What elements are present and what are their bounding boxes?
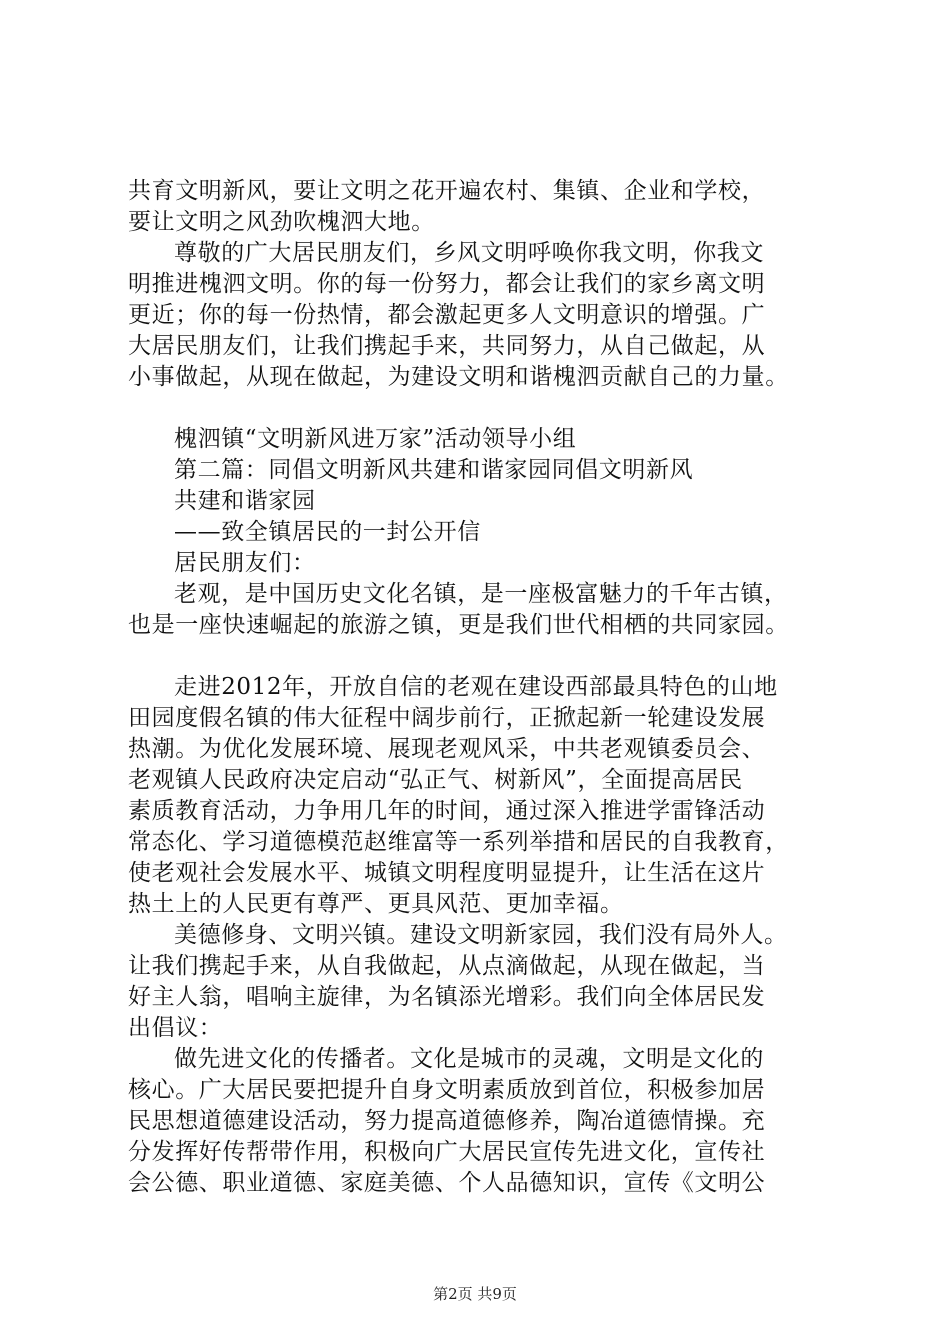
section-heading: 第二篇：同倡文明新风共建和谐家园同倡文明新风 xyxy=(174,457,694,483)
text-line: 会公德、职业道德、家庭美德、个人品德知识，宣传《文明公 xyxy=(128,1170,766,1196)
text-line: 走进2012年，开放自信的老观在建设西部最具特色的山地 xyxy=(174,674,778,700)
text-line: 使老观社会发展水平、城镇文明程度明显提升，让生活在这片 xyxy=(128,860,766,886)
text-line: 做先进文化的传播者。文化是城市的灵魂，文明是文化的 xyxy=(174,1046,764,1072)
text-line: 常态化、学习道德模范赵维富等一系列举措和居民的自我教育， xyxy=(128,829,789,855)
text-line: 更近；你的每一份热情，都会激起更多人文明意识的增强。广 xyxy=(128,302,766,328)
paragraph-gap xyxy=(128,641,848,672)
text-line: 尊敬的广大居民朋友们，乡风文明呼唤你我文明，你我文 xyxy=(174,240,764,266)
paragraph-gap xyxy=(128,393,848,424)
text-line: 大居民朋友们，让我们携起手来，共同努力，从自己做起，从 xyxy=(128,333,766,359)
text-line: 也是一座快速崛起的旅游之镇，更是我们世代相栖的共同家园。 xyxy=(128,612,789,638)
text-line: 素质教育活动，力争用几年的时间，通过深入推进学雷锋活动 xyxy=(128,798,766,824)
text-line: 热土上的人民更有尊严、更具风范、更加幸福。 xyxy=(128,891,624,917)
text-line: 出倡议： xyxy=(128,1015,223,1041)
section-heading-continued: 共建和谐家园 xyxy=(174,488,316,514)
signature-line: 槐泗镇“文明新风进万家”活动领导小组 xyxy=(174,426,577,452)
text-line: 分发挥好传帮带作用，积极向广大居民宣传先进文化，宣传社 xyxy=(128,1139,766,1165)
text-line: 老观镇人民政府决定启动“弘正气、树新风”，全面提高居民 xyxy=(128,767,743,793)
text-line: 小事做起，从现在做起，为建设文明和谐槐泗贡献自己的力量。 xyxy=(128,364,789,390)
page-number-footer: 第2页 共9页 xyxy=(433,1285,517,1303)
text-line: 老观，是中国历史文化名镇，是一座极富魅力的千年古镇， xyxy=(174,581,788,607)
text-line: 民思想道德建设活动，努力提高道德修养，陶冶道德情操。充 xyxy=(128,1108,766,1134)
text-line: 热潮。为优化发展环境、展现老观风采，中共老观镇委员会、 xyxy=(128,736,766,762)
text-line: 好主人翁，唱响主旋律，为名镇添光增彩。我们向全体居民发 xyxy=(128,984,766,1010)
text-line: 核心。广大居民要把提升自身文明素质放到首位，积极参加居 xyxy=(128,1077,766,1103)
text-line: 要让文明之风劲吹槐泗大地。 xyxy=(128,209,435,235)
text-line: 田园度假名镇的伟大征程中阔步前行，正掀起新一轮建设发展 xyxy=(128,705,766,731)
text-line: 共育文明新风，要让文明之花开遍农村、集镇、企业和学校， xyxy=(128,178,766,204)
text-line: 让我们携起手来，从自我做起，从点滴做起，从现在做起，当 xyxy=(128,953,766,979)
salutation: 居民朋友们： xyxy=(174,550,316,576)
document-body xyxy=(128,176,848,1199)
text-line: 美德修身、文明兴镇。建设文明新家园，我们没有局外人。 xyxy=(174,922,788,948)
letter-subtitle: ——致全镇居民的一封公开信 xyxy=(174,519,481,545)
text-line: 明推进槐泗文明。你的每一份努力，都会让我们的家乡离文明 xyxy=(128,271,766,297)
